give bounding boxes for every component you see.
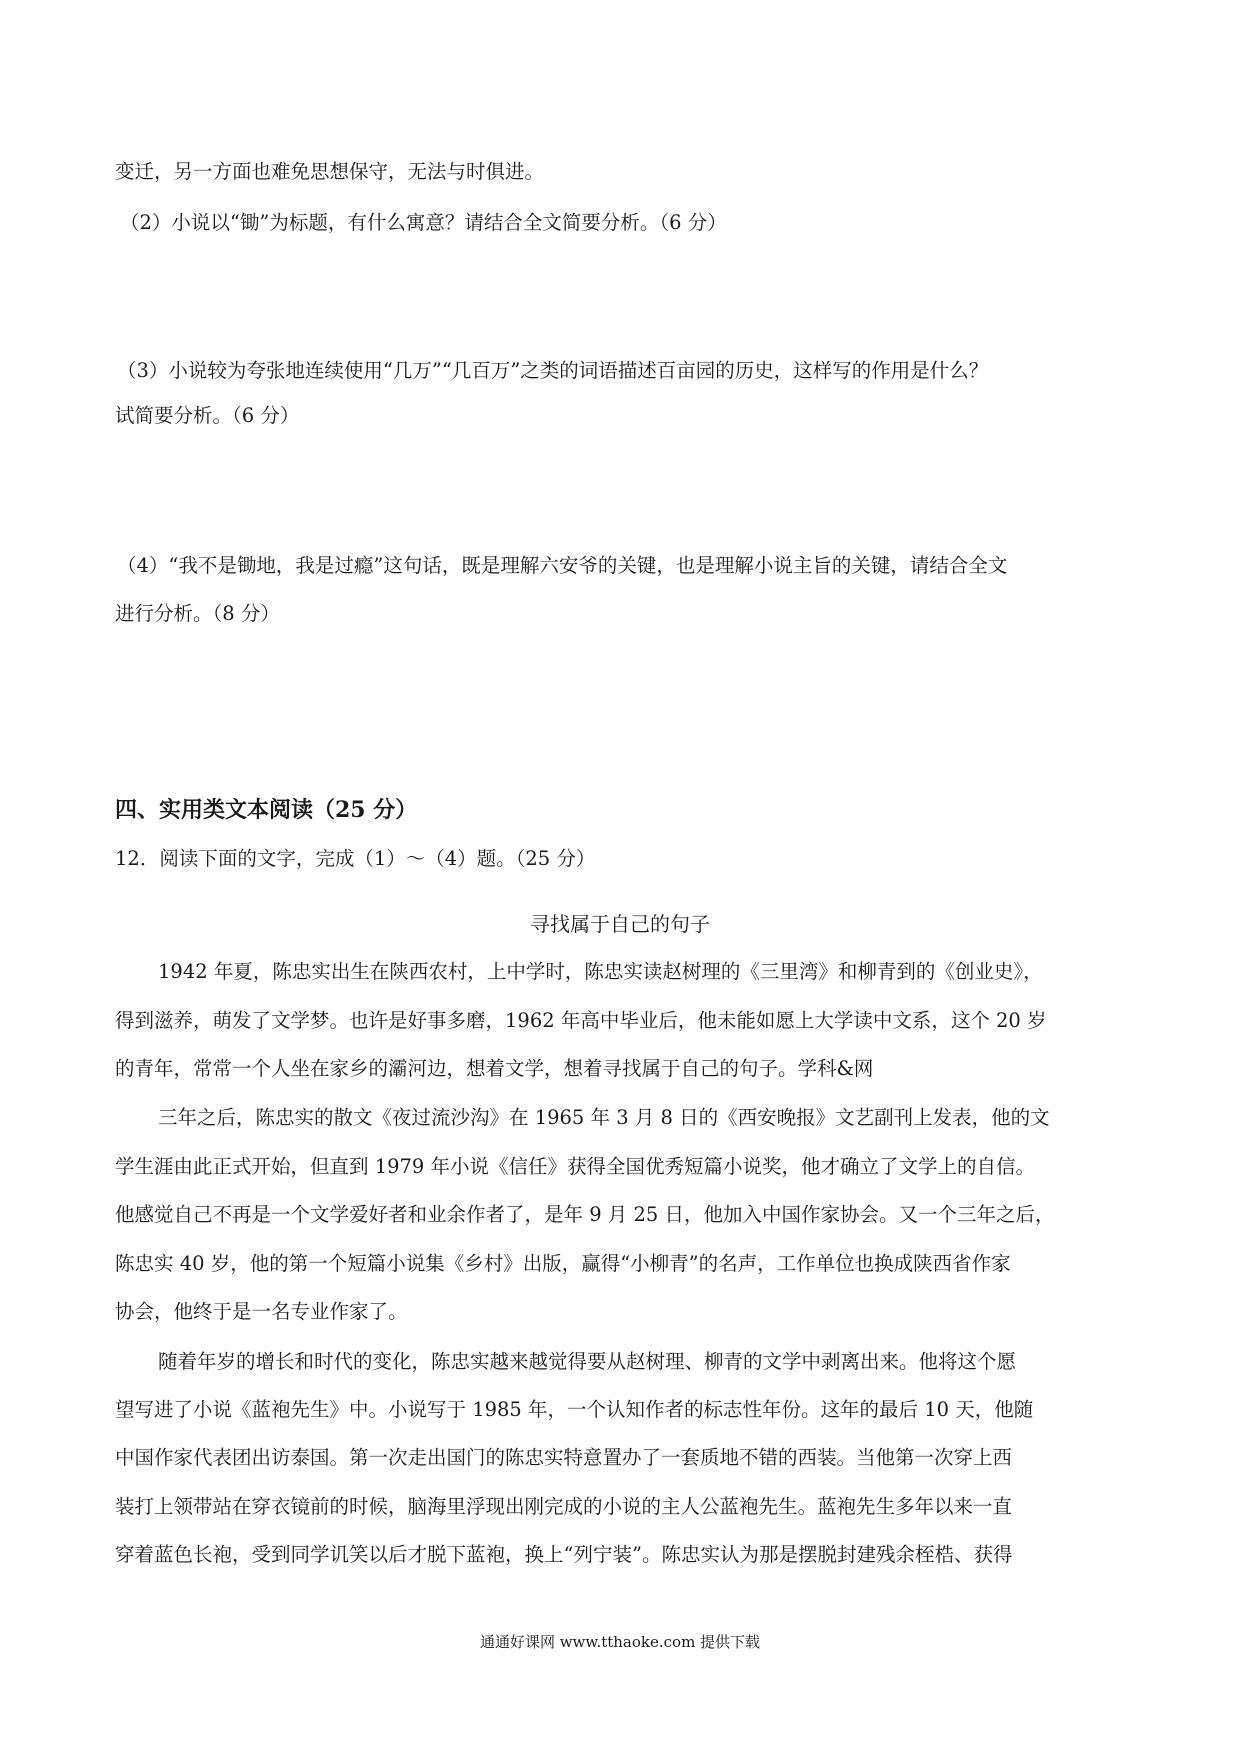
- article-paragraph-3-line-1: 随着年岁的增长和时代的变化，陈忠实越来越觉得要从赵树理、柳青的文学中剥离出来。他将这个愿: [158, 1350, 1017, 1373]
- article-paragraph-1-line-2: 得到滋养，萌发了文学梦。也许是好事多磨，1962 年高中毕业后，他未能如愿上大学读中文系，这个 20 岁: [115, 1009, 1047, 1032]
- page-footer: 通通好课网 www.tthaoke.com 提供下载: [479, 1633, 761, 1651]
- article-paragraph-2-line-5: 协会，他终于是一名专业作家了。: [115, 1300, 408, 1323]
- article-paragraph-1-line-3: 的青年，常常一个人坐在家乡的灞河边，想着文学，想着寻找属于自己的句子。学科&网: [115, 1057, 874, 1080]
- article-paragraph-1-line-1: 1942 年夏，陈忠实出生在陕西农村，上中学时，陈忠实读赵树理的《三里湾》和柳青到的《创业史》，: [158, 960, 1043, 983]
- section-heading: 四、实用类文本阅读（25 分）: [115, 797, 418, 823]
- article-paragraph-3-line-5: 穿着蓝色长袍，受到同学讥笑以后才脱下蓝袍，换上“列宁装”。陈忠实认为那是摆脱封建残余桎梏、获得: [115, 1543, 1013, 1566]
- question-3-line-1: （3）小说较为夸张地连续使用“几万”“几百万”之类的词语描述百亩园的历史，这样写的作用是什么？: [117, 359, 989, 382]
- question-4-line-2: 进行分析。（8 分）: [115, 602, 280, 625]
- section-instruction: 12．阅读下面的文字，完成（1）～（4）题。（25 分）: [115, 847, 596, 870]
- article-paragraph-3-line-4: 装打上领带站在穿衣镜前的时候，脑海里浮现出刚完成的小说的主人公蓝袍先生。蓝袍先生多年以来一直: [115, 1495, 1013, 1518]
- article-paragraph-2-line-2: 学生涯由此正式开始，但直到 1979 年小说《信任》获得全国优秀短篇小说奖，他才确立了文学上的自信。: [115, 1155, 1036, 1178]
- previous-answer-text: 变迁，另一方面也难免思想保守，无法与时俱进。: [115, 160, 545, 183]
- question-2: （2）小说以“锄”为标题，有什么寓意？请结合全文简要分析。（6 分）: [120, 211, 727, 234]
- article-title: 寻找属于自己的句子: [530, 912, 710, 936]
- article-paragraph-2-line-4: 陈忠实 40 岁，他的第一个短篇小说集《乡村》出版，赢得“小柳青”的名声，工作单位也换成陕西省作家: [115, 1252, 1011, 1275]
- article-paragraph-2-line-1: 三年之后，陈忠实的散文《夜过流沙沟》在 1965 年 3 月 8 日的《西安晚报》文艺副刊上发表，他的文: [158, 1106, 1050, 1129]
- question-4-line-1: （4）“我不是锄地，我是过瘾”这句话，既是理解六安爷的关键，也是理解小说主旨的关键，请结合全文: [117, 554, 1008, 577]
- question-3-line-2: 试简要分析。（6 分）: [115, 404, 300, 427]
- article-paragraph-3-line-2: 望写进了小说《蓝袍先生》中。小说写于 1985 年，一个认知作者的标志性年份。这年的最后 10 天，他随: [115, 1398, 1034, 1421]
- article-paragraph-2-line-3: 他感觉自己不再是一个文学爱好者和业余作者了，是年 9 月 25 日，他加入中国作家协会。又一个三年之后，: [115, 1203, 1055, 1226]
- article-paragraph-3-line-3: 中国作家代表团出访泰国。第一次走出国门的陈忠实特意置办了一套质地不错的西装。当他第一次穿上西: [115, 1446, 1013, 1469]
